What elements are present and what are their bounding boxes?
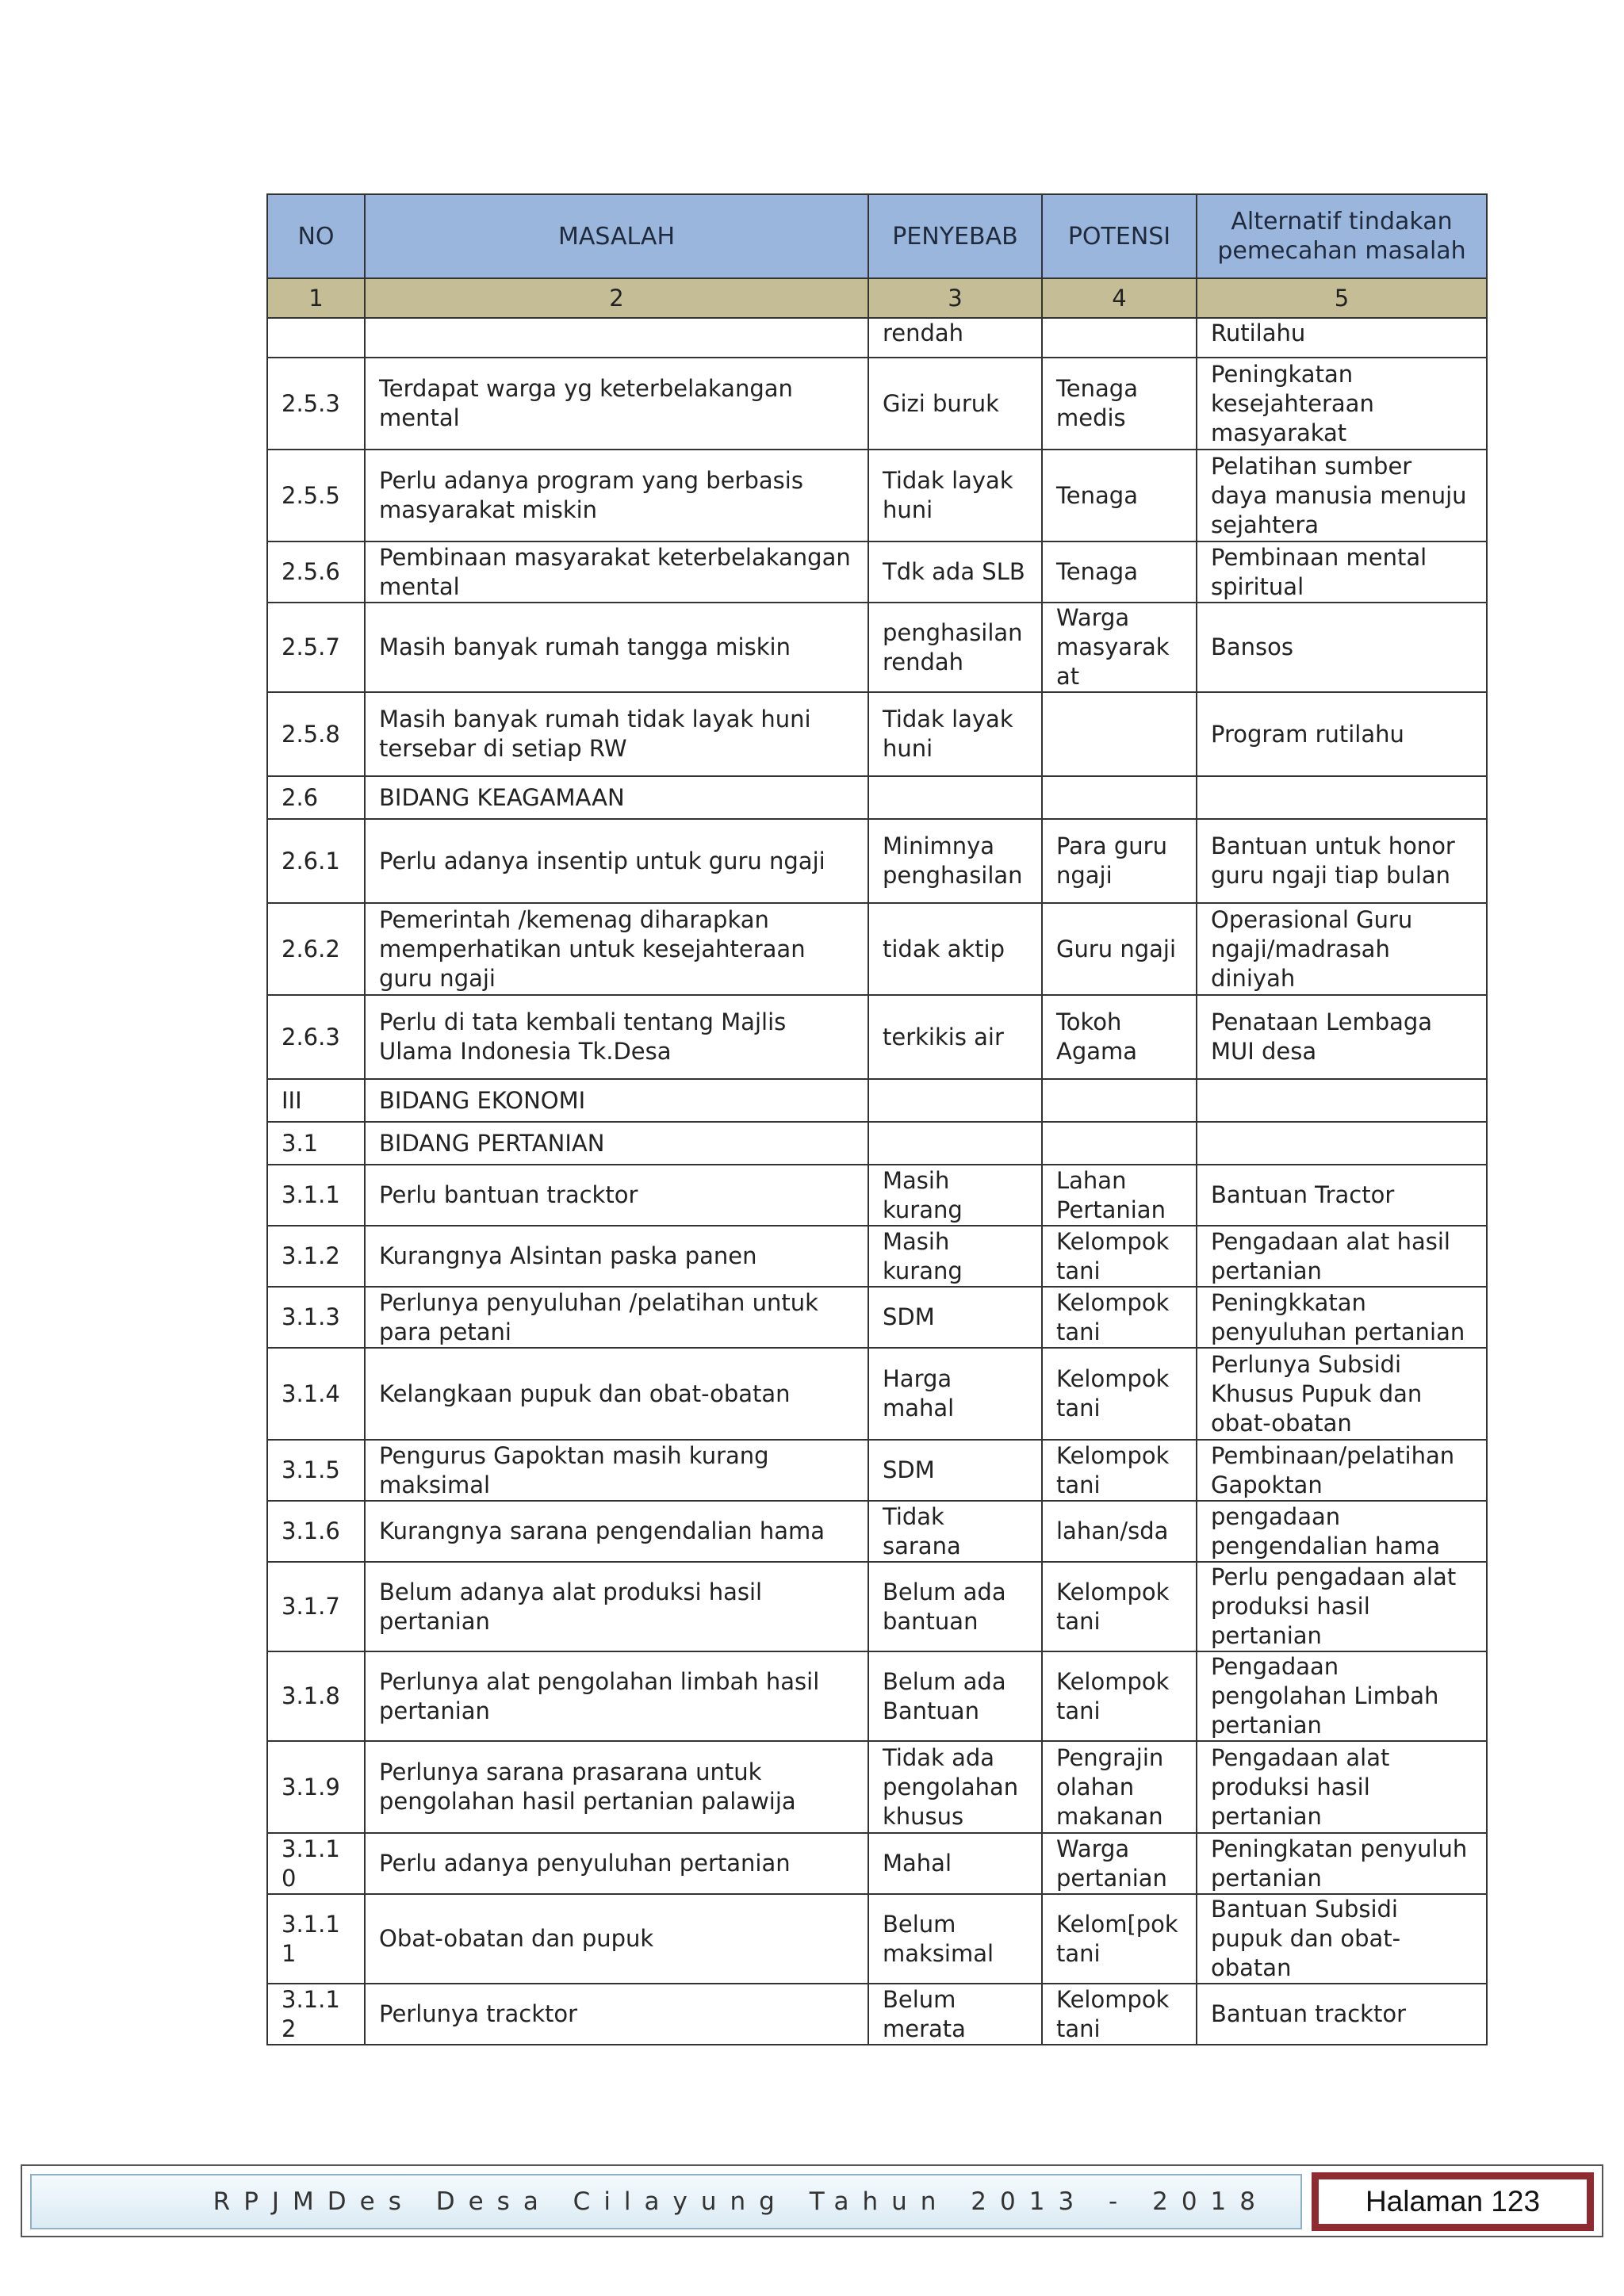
header-potensi: POTENSI bbox=[1042, 194, 1197, 278]
cell-potensi: Pengrajin olahan makanan bbox=[1042, 1741, 1197, 1833]
cell-penyebab: Tidak layak huni bbox=[868, 450, 1042, 541]
cell-penyebab: Tdk ada SLB bbox=[868, 541, 1042, 603]
cell-potensi: Tokoh Agama bbox=[1042, 995, 1197, 1079]
cell-alternatif: Operasional Guru ngaji/madrasah diniyah bbox=[1197, 903, 1487, 995]
cell-no: 2.5.3 bbox=[267, 358, 365, 450]
cell-alternatif: Penataan Lembaga MUI desa bbox=[1197, 995, 1487, 1079]
cell-penyebab: Mahal bbox=[868, 1833, 1042, 1894]
cell-no: 3.1.1 bbox=[267, 1165, 365, 1226]
header-penyebab: PENYEBAB bbox=[868, 194, 1042, 278]
cell-masalah: Perlu di tata kembali tentang Majlis Ulama Indonesia Tk.Desa bbox=[365, 995, 868, 1079]
cell-no: 3.1.5 bbox=[267, 1440, 365, 1501]
cell-potensi: Lahan Pertanian bbox=[1042, 1165, 1197, 1226]
cell-no: 2.6.2 bbox=[267, 903, 365, 995]
cell-penyebab bbox=[868, 1079, 1042, 1122]
cell-alternatif: Program rutilahu bbox=[1197, 692, 1487, 776]
cell-masalah: Perlunya sarana prasarana untuk pengolahan hasil pertanian palawija bbox=[365, 1741, 868, 1833]
cell-masalah: Perlunya penyuluhan /pelatihan untuk para petani bbox=[365, 1287, 868, 1348]
cell-masalah: Kurangnya sarana pengendalian hama bbox=[365, 1501, 868, 1562]
cell-potensi: Tenaga bbox=[1042, 541, 1197, 603]
cell-no: 2.5.5 bbox=[267, 450, 365, 541]
cell-potensi: Warga masyarakat bbox=[1042, 603, 1197, 692]
header-no: NO bbox=[267, 194, 365, 278]
cell-masalah: Perlunya alat pengolahan limbah hasil pertanian bbox=[365, 1651, 868, 1741]
cell-alternatif: Perlunya Subsidi Khusus Pupuk dan obat-obatan bbox=[1197, 1348, 1487, 1440]
table-header-row bbox=[267, 194, 1487, 278]
cell-penyebab bbox=[868, 1122, 1042, 1165]
cell-no bbox=[267, 318, 365, 358]
table-row bbox=[267, 603, 1487, 692]
cell-alternatif: Bansos bbox=[1197, 603, 1487, 692]
cell-potensi: Para guru ngaji bbox=[1042, 819, 1197, 903]
cell-alternatif: Perlu pengadaan alat produksi hasil pertanian bbox=[1197, 1562, 1487, 1651]
cell-no: 3.1.6 bbox=[267, 1501, 365, 1562]
table-row bbox=[267, 450, 1487, 541]
table-row bbox=[267, 358, 1487, 450]
cell-potensi bbox=[1042, 692, 1197, 776]
column-number-row bbox=[267, 278, 1487, 318]
cell-no: 2.6.1 bbox=[267, 819, 365, 903]
cell-penyebab: Harga mahal bbox=[868, 1348, 1042, 1440]
table-row bbox=[267, 318, 1487, 358]
cell-penyebab: SDM bbox=[868, 1287, 1042, 1348]
cell-masalah: Perlu bantuan tracktor bbox=[365, 1165, 868, 1226]
table-row bbox=[267, 1079, 1487, 1122]
cell-masalah: Masih banyak rumah tidak layak huni tersebar di setiap RW bbox=[365, 692, 868, 776]
cell-alternatif: Pembinaan mental spiritual bbox=[1197, 541, 1487, 603]
table-row bbox=[267, 1741, 1487, 1833]
cell-masalah: BIDANG KEAGAMAAN bbox=[365, 776, 868, 819]
table-row bbox=[267, 1122, 1487, 1165]
cell-penyebab: Tidak sarana bbox=[868, 1501, 1042, 1562]
cell-alternatif bbox=[1197, 1079, 1487, 1122]
page-number: Halaman 123 bbox=[1312, 2172, 1594, 2231]
problem-table bbox=[266, 193, 1488, 2045]
cell-potensi: Tenaga bbox=[1042, 450, 1197, 541]
column-number: 1 bbox=[267, 278, 365, 318]
cell-no: 3.1.11 bbox=[267, 1894, 365, 1984]
cell-alternatif: Bantuan Subsidi pupuk dan obat-obatan bbox=[1197, 1894, 1487, 1984]
cell-alternatif: Rutilahu bbox=[1197, 318, 1487, 358]
cell-alternatif: Peningkkatan penyuluhan pertanian bbox=[1197, 1287, 1487, 1348]
column-number: 5 bbox=[1197, 278, 1487, 318]
cell-alternatif bbox=[1197, 1122, 1487, 1165]
cell-alternatif: Pelatihan sumber daya manusia menuju sejahtera bbox=[1197, 450, 1487, 541]
cell-masalah: Perlunya tracktor bbox=[365, 1984, 868, 2045]
cell-no: 3.1.3 bbox=[267, 1287, 365, 1348]
cell-potensi: Kelompok tani bbox=[1042, 1440, 1197, 1501]
column-number: 2 bbox=[365, 278, 868, 318]
cell-potensi bbox=[1042, 1079, 1197, 1122]
cell-penyebab: penghasilan rendah bbox=[868, 603, 1042, 692]
cell-alternatif: pengadaan pengendalian hama bbox=[1197, 1501, 1487, 1562]
cell-masalah bbox=[365, 318, 868, 358]
cell-penyebab: Tidak layak huni bbox=[868, 692, 1042, 776]
cell-penyebab: Belum merata bbox=[868, 1984, 1042, 2045]
cell-alternatif: Bantuan tracktor bbox=[1197, 1984, 1487, 2045]
table-row bbox=[267, 1894, 1487, 1984]
cell-potensi: Kelompok tani bbox=[1042, 1287, 1197, 1348]
table-row bbox=[267, 995, 1487, 1079]
cell-masalah: BIDANG EKONOMI bbox=[365, 1079, 868, 1122]
cell-alternatif: Bantuan untuk honor guru ngaji tiap bulan bbox=[1197, 819, 1487, 903]
cell-no: 3.1.12 bbox=[267, 1984, 365, 2045]
page-footer bbox=[21, 2164, 1603, 2237]
table-row bbox=[267, 819, 1487, 903]
cell-masalah: Pengurus Gapoktan masih kurang maksimal bbox=[365, 1440, 868, 1501]
cell-masalah: Pembinaan masyarakat keterbelakangan mental bbox=[365, 541, 868, 603]
cell-potensi: Kelompok tani bbox=[1042, 1651, 1197, 1741]
table-row bbox=[267, 776, 1487, 819]
table-row bbox=[267, 692, 1487, 776]
cell-potensi: Kelompok tani bbox=[1042, 1226, 1197, 1287]
cell-masalah: Perlu adanya insentip untuk guru ngaji bbox=[365, 819, 868, 903]
cell-penyebab bbox=[868, 776, 1042, 819]
cell-potensi: Tenaga medis bbox=[1042, 358, 1197, 450]
cell-penyebab: Masih kurang bbox=[868, 1226, 1042, 1287]
cell-penyebab: Belum ada Bantuan bbox=[868, 1651, 1042, 1741]
cell-alternatif: Bantuan Tractor bbox=[1197, 1165, 1487, 1226]
cell-no: 3.1.9 bbox=[267, 1741, 365, 1833]
cell-potensi: Warga pertanian bbox=[1042, 1833, 1197, 1894]
cell-no: III bbox=[267, 1079, 365, 1122]
cell-masalah: Kurangnya Alsintan paska panen bbox=[365, 1226, 868, 1287]
cell-potensi: Kelompok tani bbox=[1042, 1562, 1197, 1651]
table-row bbox=[267, 1651, 1487, 1741]
cell-potensi bbox=[1042, 776, 1197, 819]
cell-penyebab: Gizi buruk bbox=[868, 358, 1042, 450]
cell-masalah: Perlu adanya program yang berbasis masyarakat miskin bbox=[365, 450, 868, 541]
cell-masalah: Obat-obatan dan pupuk bbox=[365, 1894, 868, 1984]
table-row bbox=[267, 1287, 1487, 1348]
header-alternatif-line2: pemecahan masalah bbox=[1217, 237, 1466, 265]
cell-potensi: Kelompok tani bbox=[1042, 1984, 1197, 2045]
cell-penyebab: rendah bbox=[868, 318, 1042, 358]
cell-penyebab: Belum ada bantuan bbox=[868, 1562, 1042, 1651]
footer-title: RPJMDes Desa Cilayung Tahun 2013 - 2018 bbox=[30, 2174, 1302, 2229]
cell-no: 2.6 bbox=[267, 776, 365, 819]
cell-penyebab: terkikis air bbox=[868, 995, 1042, 1079]
table-row bbox=[267, 1501, 1487, 1562]
cell-potensi: lahan/sda bbox=[1042, 1501, 1197, 1562]
table-row bbox=[267, 1348, 1487, 1440]
table-row bbox=[267, 903, 1487, 995]
cell-no: 2.5.7 bbox=[267, 603, 365, 692]
column-number: 3 bbox=[868, 278, 1042, 318]
cell-masalah: Perlu adanya penyuluhan pertanian bbox=[365, 1833, 868, 1894]
table-row bbox=[267, 541, 1487, 603]
cell-alternatif: Pembinaan/pelatihan Gapoktan bbox=[1197, 1440, 1487, 1501]
cell-potensi: Kelompok tani bbox=[1042, 1348, 1197, 1440]
header-alternatif-line1: Alternatif tindakan bbox=[1231, 208, 1453, 235]
cell-no: 3.1.4 bbox=[267, 1348, 365, 1440]
cell-potensi: Kelom[pok tani bbox=[1042, 1894, 1197, 1984]
cell-alternatif: Pengadaan alat produksi hasil pertanian bbox=[1197, 1741, 1487, 1833]
cell-alternatif bbox=[1197, 776, 1487, 819]
cell-no: 2.6.3 bbox=[267, 995, 365, 1079]
cell-masalah: Belum adanya alat produksi hasil pertanian bbox=[365, 1562, 868, 1651]
cell-masalah: Masih banyak rumah tangga miskin bbox=[365, 603, 868, 692]
cell-alternatif: Peningkatan kesejahteraan masyarakat bbox=[1197, 358, 1487, 450]
cell-alternatif: Pengadaan alat hasil pertanian bbox=[1197, 1226, 1487, 1287]
table-row bbox=[267, 1226, 1487, 1287]
header-alternatif bbox=[1197, 194, 1487, 278]
column-number: 4 bbox=[1042, 278, 1197, 318]
cell-potensi bbox=[1042, 318, 1197, 358]
cell-no: 3.1.7 bbox=[267, 1562, 365, 1651]
table-row bbox=[267, 1440, 1487, 1501]
cell-penyebab: Masih kurang bbox=[868, 1165, 1042, 1226]
cell-no: 3.1.10 bbox=[267, 1833, 365, 1894]
cell-no: 3.1.2 bbox=[267, 1226, 365, 1287]
table-body bbox=[267, 318, 1487, 2045]
table-row bbox=[267, 1165, 1487, 1226]
cell-no: 3.1 bbox=[267, 1122, 365, 1165]
cell-penyebab: Minimnya penghasilan bbox=[868, 819, 1042, 903]
cell-masalah: Terdapat warga yg keterbelakangan mental bbox=[365, 358, 868, 450]
cell-potensi bbox=[1042, 1122, 1197, 1165]
cell-no: 3.1.8 bbox=[267, 1651, 365, 1741]
cell-masalah: Pemerintah /kemenag diharapkan memperhatikan untuk kesejahteraan guru ngaji bbox=[365, 903, 868, 995]
cell-potensi: Guru ngaji bbox=[1042, 903, 1197, 995]
header-masalah: MASALAH bbox=[365, 194, 868, 278]
cell-no: 2.5.6 bbox=[267, 541, 365, 603]
cell-masalah: Kelangkaan pupuk dan obat-obatan bbox=[365, 1348, 868, 1440]
cell-penyebab: Belum maksimal bbox=[868, 1894, 1042, 1984]
cell-no: 2.5.8 bbox=[267, 692, 365, 776]
table-row bbox=[267, 1984, 1487, 2045]
cell-alternatif: Peningkatan penyuluh pertanian bbox=[1197, 1833, 1487, 1894]
table-row bbox=[267, 1562, 1487, 1651]
cell-penyebab: SDM bbox=[868, 1440, 1042, 1501]
cell-penyebab: Tidak ada pengolahan khusus bbox=[868, 1741, 1042, 1833]
cell-penyebab: tidak aktip bbox=[868, 903, 1042, 995]
cell-masalah: BIDANG PERTANIAN bbox=[365, 1122, 868, 1165]
cell-alternatif: Pengadaan pengolahan Limbah pertanian bbox=[1197, 1651, 1487, 1741]
table-row bbox=[267, 1833, 1487, 1894]
